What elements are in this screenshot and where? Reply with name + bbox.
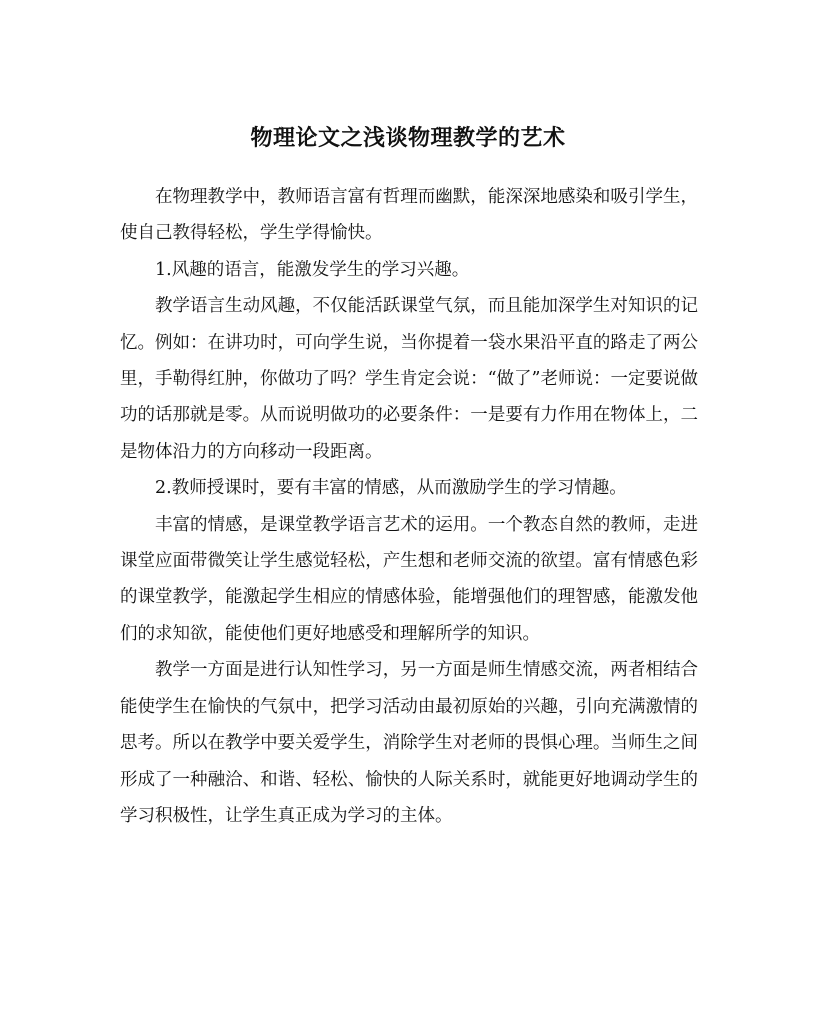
paragraph-heading-1: 1.风趣的语言，能激发学生的学习兴趣。 [155, 259, 470, 280]
paragraph-emotion: 丰富的情感，是课堂教学语言艺术的运用。一个教态自然的教师，走进课堂应面带微笑让学生感觉轻松，产生想和老师交流的欲望。富有情感色彩的课堂教学，能激起学生相应的情感体验，能增强他们的理智感，能激发他们的求知欲，能使他们更好地感受和理解所学的知识。 [120, 514, 698, 644]
document-body [120, 179, 698, 834]
paragraph-heading-2: 2.教师授课时，要有丰富的情感，从而激励学生的学习情趣。 [155, 478, 627, 499]
paragraph-conclusion: 教学一方面是进行认知性学习，另一方面是师生情感交流，两者相结合能使学生在愉快的气氛中，把学习活动由最初原始的兴趣，引向充满激情的思考。所以在教学中要关爱学生，消除学生对老师的畏惧心理。当师生之间形成了一种融洽、和谐、轻松、愉快的人际关系时，就能更好地调动学生的学习积极性，让学生真正成为学习的主体。 [120, 660, 698, 826]
paragraph-example: 教学语言生动风趣，不仅能活跃课堂气氛，而且能加深学生对知识的记忆。例如：在讲功时，可向学生说，当你提着一袋水果沿平直的路走了两公里，手勒得红肿，你做功了吗？学生肯定会说：“做了”老师说：一定要说做功的话那就是零。从而说明做功的必要条件：一是要有力作用在物体上，二是物体沿力的方向移动一段距离。 [120, 296, 698, 462]
paragraph-intro: 在物理教学中，教师语言富有哲理而幽默，能深深地感染和吸引学生，使自己教得轻松，学生学得愉快。 [120, 187, 698, 244]
document-title: 物理论文之浅谈物理教学的艺术 [250, 124, 566, 151]
